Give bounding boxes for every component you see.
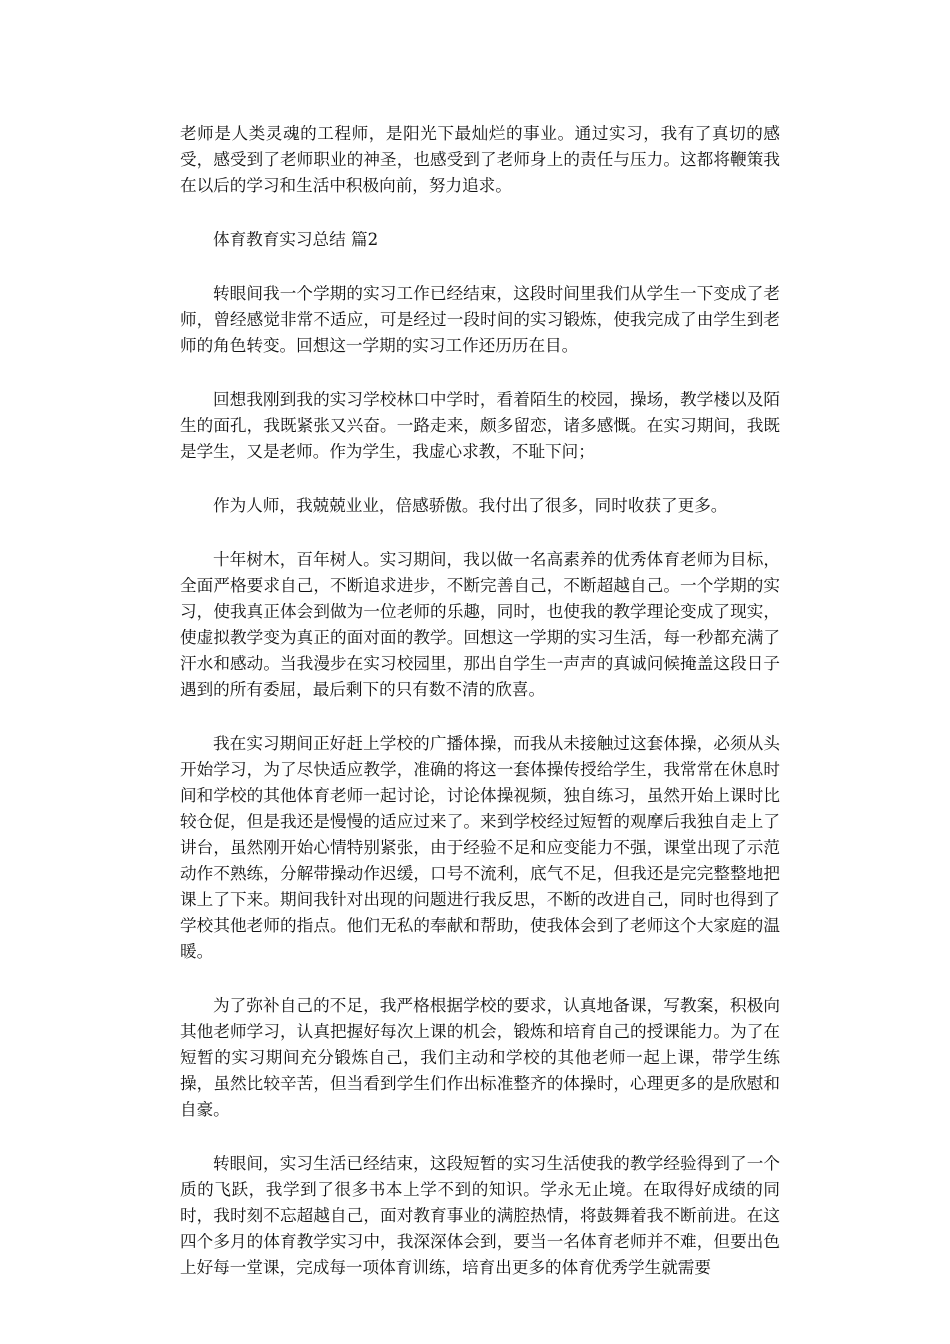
paragraph-intro-continued: 老师是人类灵魂的工程师，是阳光下最灿烂的事业。通过实习，我有了真切的感受，感受到了老师职业的神圣，也感受到了老师身上的责任与压力。这都将鞭策我在以后的学习和生活中积极向前，努力追求。	[180, 124, 780, 195]
paragraph: 我在实习期间正好赶上学校的广播体操，而我从未接触过这套体操，必须从头开始学习，为了尽快适应教学，准确的将这一套体操传授给学生，我常常在休息时间和学校的其他体育老师一起讨论，讨论体操视频，独自练习，虽然开始上课时比较仓促，但是我还是慢慢的适应过来了。来到学校经过短暂的观摩后我独自走上了讲台，虽然刚开始心情特别紧张，由于经验不足和应变能力不强，课堂出现了示范动作不熟练，分解带操动作迟缓，口号不流利，底气不足，但我还是完完整整地把课上了下来。期间我针对出现的问题进行我反思，不断的改进自己，同时也得到了学校其他老师的指点。他们无私的奉献和帮助，使我体会到了老师这个大家庭的温暖。	[180, 734, 780, 961]
paragraph: 回想我刚到我的实习学校林口中学时，看着陌生的校园，操场，教学楼以及陌生的面孔，我既紧张又兴奋。一路走来，颇多留恋，诸多感慨。在实习期间，我既是学生，又是老师。作为学生，我虚心求教，不耻下问；	[180, 390, 780, 461]
paragraph: 作为人师，我兢兢业业，倍感骄傲。我付出了很多，同时收获了更多。	[213, 496, 728, 515]
paragraph: 为了弥补自己的不足，我严格根据学校的要求，认真地备课，写教案，积极向其他老师学习，认真把握好每次上课的机会，锻炼和培育自己的授课能力。为了在短暂的实习期间充分锻炼自己，我们主动和学校的其他老师一起上课，带学生练操，虽然比较辛苦，但当看到学生们作出标准整齐的体操时，心理更多的是欣慰和自豪。	[180, 996, 780, 1119]
section-heading: 体育教育实习总结 篇2	[213, 230, 379, 249]
paragraph: 十年树木，百年树人。实习期间，我以做一名高素养的优秀体育老师为目标，全面严格要求自己，不断追求进步，不断完善自己，不断超越自己。一个学期的实习，使我真正体会到做为一位老师的乐趣，同时，也使我的教学理论变成了现实，使虚拟教学变为真正的面对面的教学。回想这一学期的实习生活，每一秒都充满了汗水和感动。当我漫步在实习校园里，那出自学生一声声的真诚问候掩盖这段日子遇到的所有委屈，最后剩下的只有数不清的欣喜。	[180, 550, 780, 699]
document-body	[180, 121, 780, 1281]
paragraph: 转眼间我一个学期的实习工作已经结束，这段时间里我们从学生一下变成了老师，曾经感觉非常不适应，可是经过一段时间的实习锻炼，使我完成了由学生到老师的角色转变。回想这一学期的实习工作还历历在目。	[180, 284, 780, 355]
paragraph: 转眼间，实习生活已经结束，这段短暂的实习生活使我的教学经验得到了一个质的飞跃，我学到了很多书本上学不到的知识。学永无止境。在取得好成绩的同时，我时刻不忘超越自己，面对教育事业的满腔热情，将鼓舞着我不断前进。在这四个多月的体育教学实习中，我深深体会到，要当一名体育老师并不难，但要出色上好每一堂课，完成每一项体育训练，培育出更多的体育优秀学生就需要	[180, 1154, 780, 1277]
